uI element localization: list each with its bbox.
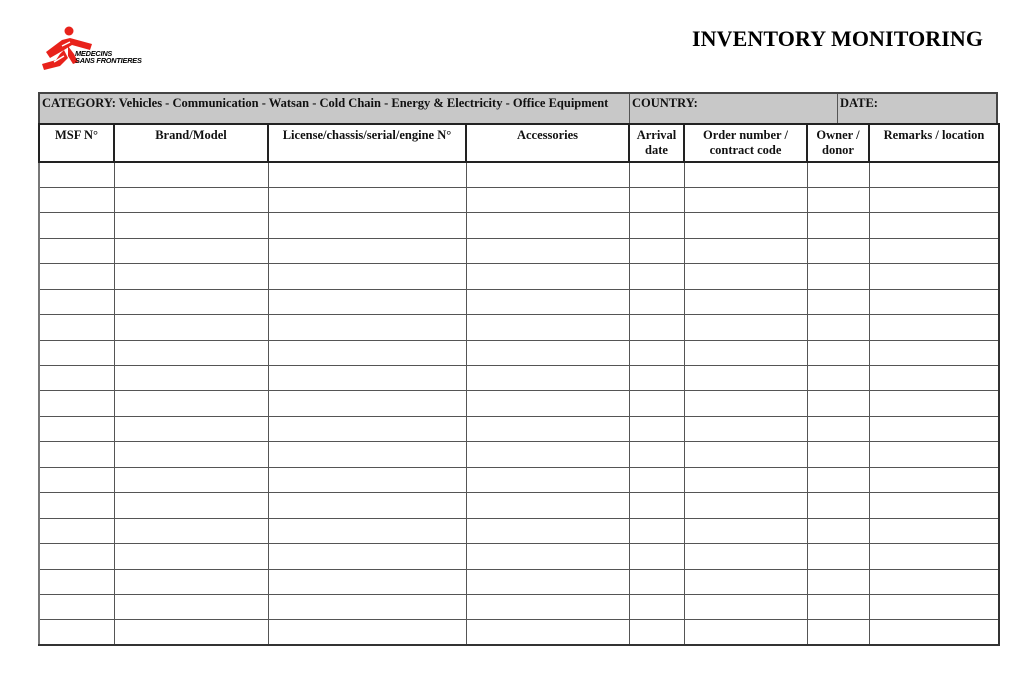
logo-line-1: MEDECINS	[75, 51, 113, 58]
cell-msf-no[interactable]	[39, 518, 114, 543]
cell-brand-model[interactable]	[114, 187, 268, 212]
cell-brand-model[interactable]	[114, 264, 268, 289]
cell-remarks[interactable]	[869, 391, 999, 416]
cell-remarks[interactable]	[869, 416, 999, 441]
cell-remarks[interactable]	[869, 544, 999, 569]
cell-arrival-date[interactable]	[629, 442, 684, 467]
table-row	[39, 467, 999, 492]
cell-license[interactable]	[268, 340, 466, 365]
cell-order-number[interactable]	[684, 493, 807, 518]
table-row	[39, 620, 999, 645]
cell-accessories[interactable]	[466, 264, 629, 289]
cell-brand-model[interactable]	[114, 340, 268, 365]
cell-accessories[interactable]	[466, 187, 629, 212]
cell-arrival-date[interactable]	[629, 162, 684, 187]
cell-accessories[interactable]	[466, 620, 629, 645]
cell-msf-no[interactable]	[39, 187, 114, 212]
cell-license[interactable]	[268, 594, 466, 619]
cell-msf-no[interactable]	[39, 340, 114, 365]
cell-msf-no[interactable]	[39, 544, 114, 569]
cell-msf-no[interactable]	[39, 467, 114, 492]
cell-order-number[interactable]	[684, 213, 807, 238]
cell-brand-model[interactable]	[114, 162, 268, 187]
cell-brand-model[interactable]	[114, 213, 268, 238]
cell-order-number[interactable]	[684, 467, 807, 492]
cell-arrival-date[interactable]	[629, 187, 684, 212]
cell-brand-model[interactable]	[114, 620, 268, 645]
cell-owner-donor[interactable]	[807, 467, 869, 492]
cell-remarks[interactable]	[869, 366, 999, 391]
cell-license[interactable]	[268, 187, 466, 212]
cell-accessories[interactable]	[466, 518, 629, 543]
cell-owner-donor[interactable]	[807, 569, 869, 594]
cell-license[interactable]	[268, 315, 466, 340]
cell-license[interactable]	[268, 493, 466, 518]
cell-accessories[interactable]	[466, 340, 629, 365]
cell-msf-no[interactable]	[39, 493, 114, 518]
cell-order-number[interactable]	[684, 620, 807, 645]
col-header-order-number: Order number / contract code	[684, 124, 807, 162]
table-row	[39, 416, 999, 441]
cell-license[interactable]	[268, 544, 466, 569]
cell-license[interactable]	[268, 289, 466, 314]
cell-accessories[interactable]	[466, 366, 629, 391]
table-row	[39, 315, 999, 340]
cell-order-number[interactable]	[684, 544, 807, 569]
cell-msf-no[interactable]	[39, 416, 114, 441]
logo-line-2: SANS FRONTIERES	[75, 58, 142, 65]
cell-license[interactable]	[268, 391, 466, 416]
cell-license[interactable]	[268, 238, 466, 263]
cell-remarks[interactable]	[869, 467, 999, 492]
info-band	[38, 92, 998, 124]
cell-remarks[interactable]	[869, 213, 999, 238]
cell-remarks[interactable]	[869, 518, 999, 543]
cell-remarks[interactable]	[869, 442, 999, 467]
table-row	[39, 289, 999, 314]
cell-license[interactable]	[268, 264, 466, 289]
cell-msf-no[interactable]	[39, 289, 114, 314]
table-row	[39, 544, 999, 569]
cell-order-number[interactable]	[684, 187, 807, 212]
cell-owner-donor[interactable]	[807, 518, 869, 543]
cell-order-number[interactable]	[684, 162, 807, 187]
cell-brand-model[interactable]	[114, 544, 268, 569]
table-row	[39, 366, 999, 391]
table-body	[39, 162, 999, 645]
table-row	[39, 442, 999, 467]
cell-msf-no[interactable]	[39, 594, 114, 619]
page-title: INVENTORY MONITORING	[692, 26, 984, 51]
cell-remarks[interactable]	[869, 340, 999, 365]
cell-accessories[interactable]	[466, 544, 629, 569]
cell-owner-donor[interactable]	[807, 442, 869, 467]
cell-msf-no[interactable]	[39, 620, 114, 645]
col-header-owner-donor: Owner / donor	[807, 124, 869, 162]
cell-accessories[interactable]	[466, 569, 629, 594]
cell-brand-model[interactable]	[114, 416, 268, 441]
cell-accessories[interactable]	[466, 416, 629, 441]
cell-arrival-date[interactable]	[629, 594, 684, 619]
date-field[interactable]	[837, 94, 999, 124]
table-row	[39, 162, 999, 187]
cell-msf-no[interactable]	[39, 213, 114, 238]
cell-brand-model[interactable]	[114, 569, 268, 594]
cell-order-number[interactable]	[684, 518, 807, 543]
cell-arrival-date[interactable]	[629, 467, 684, 492]
cell-arrival-date[interactable]	[629, 544, 684, 569]
cell-msf-no[interactable]	[39, 569, 114, 594]
cell-license[interactable]	[268, 518, 466, 543]
cell-license[interactable]	[268, 569, 466, 594]
cell-brand-model[interactable]	[114, 366, 268, 391]
cell-license[interactable]	[268, 366, 466, 391]
cell-owner-donor[interactable]	[807, 289, 869, 314]
col-header-brand-model: Brand/Model	[114, 124, 268, 162]
col-header-license: License/chassis/serial/engine N°	[268, 124, 466, 162]
cell-order-number[interactable]	[684, 416, 807, 441]
cell-owner-donor[interactable]	[807, 315, 869, 340]
cell-remarks[interactable]	[869, 187, 999, 212]
cell-order-number[interactable]	[684, 315, 807, 340]
cell-arrival-date[interactable]	[629, 315, 684, 340]
cell-remarks[interactable]	[869, 238, 999, 263]
cell-accessories[interactable]	[466, 594, 629, 619]
cell-brand-model[interactable]	[114, 518, 268, 543]
country-field[interactable]	[629, 94, 837, 124]
table-row	[39, 391, 999, 416]
category-label: CATEGORY: Vehicles - Communication - Watsan - Cold Chain - Energy & Electricity - Office Equipment	[42, 96, 609, 110]
cell-accessories[interactable]	[466, 315, 629, 340]
cell-owner-donor[interactable]	[807, 238, 869, 263]
cell-arrival-date[interactable]	[629, 569, 684, 594]
cell-brand-model[interactable]	[114, 238, 268, 263]
cell-owner-donor[interactable]	[807, 264, 869, 289]
table-row	[39, 213, 999, 238]
cell-owner-donor[interactable]	[807, 544, 869, 569]
table-row	[39, 187, 999, 212]
cell-order-number[interactable]	[684, 264, 807, 289]
cell-owner-donor[interactable]	[807, 340, 869, 365]
cell-license[interactable]	[268, 416, 466, 441]
cell-order-number[interactable]	[684, 366, 807, 391]
cell-brand-model[interactable]	[114, 467, 268, 492]
cell-arrival-date[interactable]	[629, 340, 684, 365]
cell-arrival-date[interactable]	[629, 493, 684, 518]
cell-license[interactable]	[268, 213, 466, 238]
cell-arrival-date[interactable]	[629, 391, 684, 416]
cell-msf-no[interactable]	[39, 238, 114, 263]
table-header-row	[39, 124, 999, 162]
cell-accessories[interactable]	[466, 442, 629, 467]
cell-accessories[interactable]	[466, 162, 629, 187]
cell-order-number[interactable]	[684, 442, 807, 467]
cell-license[interactable]	[268, 620, 466, 645]
cell-brand-model[interactable]	[114, 315, 268, 340]
cell-arrival-date[interactable]	[629, 620, 684, 645]
table-row	[39, 238, 999, 263]
cell-remarks[interactable]	[869, 569, 999, 594]
cell-arrival-date[interactable]	[629, 416, 684, 441]
cell-order-number[interactable]	[684, 594, 807, 619]
table-row	[39, 493, 999, 518]
cell-remarks[interactable]	[869, 289, 999, 314]
cell-order-number[interactable]	[684, 289, 807, 314]
cell-license[interactable]	[268, 467, 466, 492]
cell-owner-donor[interactable]	[807, 187, 869, 212]
cell-accessories[interactable]	[466, 213, 629, 238]
date-label: DATE:	[840, 96, 878, 110]
col-header-accessories: Accessories	[466, 124, 629, 162]
cell-brand-model[interactable]	[114, 493, 268, 518]
msf-logo	[40, 24, 155, 74]
cell-license[interactable]	[268, 162, 466, 187]
table-row	[39, 594, 999, 619]
table-row	[39, 518, 999, 543]
cell-owner-donor[interactable]	[807, 416, 869, 441]
cell-arrival-date[interactable]	[629, 289, 684, 314]
cell-msf-no[interactable]	[39, 366, 114, 391]
cell-remarks[interactable]	[869, 315, 999, 340]
msf-running-man-icon	[40, 24, 100, 74]
cell-accessories[interactable]	[466, 493, 629, 518]
cell-remarks[interactable]	[869, 493, 999, 518]
col-header-arrival-date: Arrival date	[629, 124, 684, 162]
cell-order-number[interactable]	[684, 569, 807, 594]
cell-remarks[interactable]	[869, 594, 999, 619]
cell-arrival-date[interactable]	[629, 264, 684, 289]
cell-brand-model[interactable]	[114, 442, 268, 467]
cell-brand-model[interactable]	[114, 289, 268, 314]
cell-accessories[interactable]	[466, 391, 629, 416]
cell-owner-donor[interactable]	[807, 213, 869, 238]
cell-msf-no[interactable]	[39, 442, 114, 467]
cell-brand-model[interactable]	[114, 594, 268, 619]
cell-license[interactable]	[268, 442, 466, 467]
cell-brand-model[interactable]	[114, 391, 268, 416]
col-header-remarks: Remarks / location	[869, 124, 999, 162]
cell-accessories[interactable]	[466, 289, 629, 314]
cell-owner-donor[interactable]	[807, 594, 869, 619]
inventory-table	[38, 123, 1000, 646]
cell-owner-donor[interactable]	[807, 493, 869, 518]
cell-arrival-date[interactable]	[629, 213, 684, 238]
cell-owner-donor[interactable]	[807, 162, 869, 187]
cell-arrival-date[interactable]	[629, 238, 684, 263]
cell-msf-no[interactable]	[39, 391, 114, 416]
cell-msf-no[interactable]	[39, 315, 114, 340]
cell-accessories[interactable]	[466, 238, 629, 263]
cell-arrival-date[interactable]	[629, 366, 684, 391]
cell-remarks[interactable]	[869, 264, 999, 289]
msf-logo-text	[75, 51, 142, 65]
cell-msf-no[interactable]	[39, 162, 114, 187]
cell-owner-donor[interactable]	[807, 391, 869, 416]
cell-msf-no[interactable]	[39, 264, 114, 289]
cell-owner-donor[interactable]	[807, 366, 869, 391]
cell-remarks[interactable]	[869, 620, 999, 645]
cell-arrival-date[interactable]	[629, 518, 684, 543]
cell-order-number[interactable]	[684, 391, 807, 416]
cell-owner-donor[interactable]	[807, 620, 869, 645]
table-row	[39, 569, 999, 594]
cell-remarks[interactable]	[869, 162, 999, 187]
cell-accessories[interactable]	[466, 467, 629, 492]
col-header-msf-no: MSF N°	[39, 124, 114, 162]
cell-order-number[interactable]	[684, 340, 807, 365]
cell-order-number[interactable]	[684, 238, 807, 263]
country-label: COUNTRY:	[632, 96, 698, 110]
table-row	[39, 264, 999, 289]
table-row	[39, 340, 999, 365]
